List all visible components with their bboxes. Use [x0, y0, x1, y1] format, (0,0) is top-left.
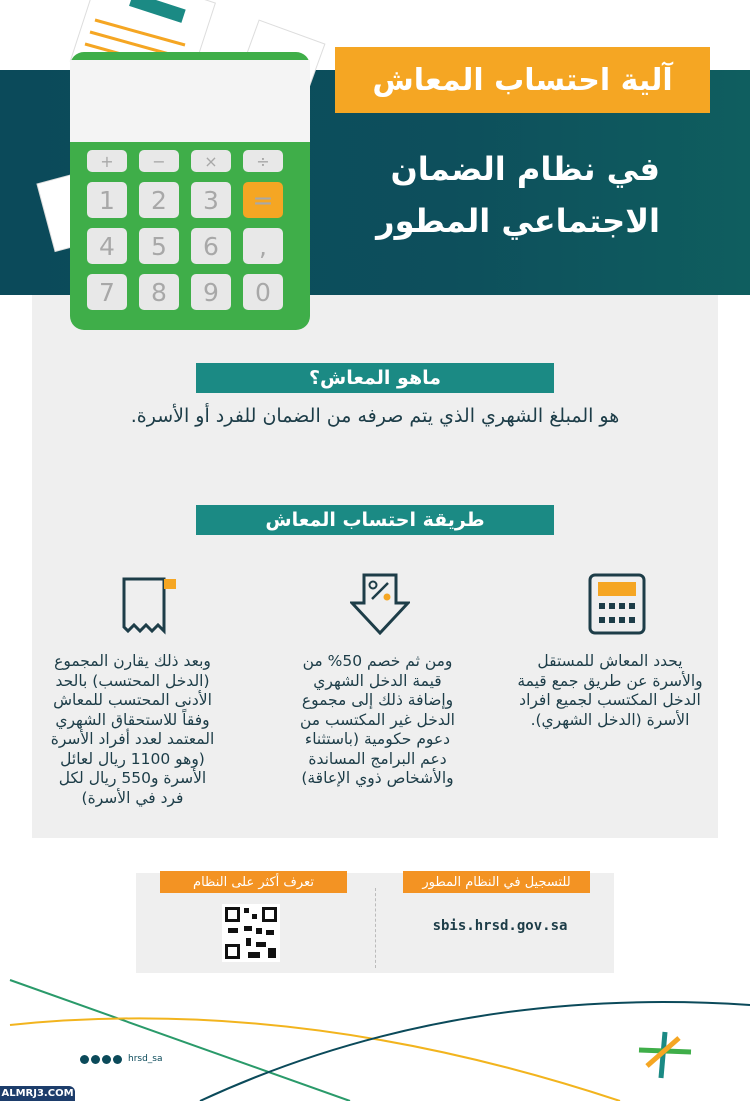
- calculator-key-label: ,: [259, 232, 267, 261]
- social-handle: hrsd_sa: [128, 1054, 163, 1064]
- watermark: ALMRJ3.COM: [1, 1088, 74, 1099]
- social-links: [80, 1054, 163, 1064]
- twitter-icon[interactable]: [80, 1055, 89, 1064]
- calculator-key-label: 4: [99, 232, 115, 261]
- subtitle-line1: في نظام الضمان: [390, 150, 660, 188]
- learn-more-label: تعرف أكثر على النظام: [160, 871, 347, 893]
- calculator-key-label: 2: [151, 186, 167, 215]
- calculator-illustration: [35, 0, 345, 335]
- calculator-key-label: ×: [204, 152, 218, 171]
- calculator-key-label: 7: [99, 278, 115, 307]
- section2-heading: طريقة احتساب المعاش: [196, 505, 554, 535]
- register-url-link[interactable]: sbis.hrsd.gov.sa: [432, 918, 568, 934]
- percent-down-arrow-icon: [350, 573, 410, 635]
- title-badge: آلية احتساب المعاش: [335, 47, 710, 113]
- calculator-key-label: 8: [151, 278, 167, 307]
- step-2-text: ومن ثم خصم 50% من قيمة الدخل الشهري وإضافة ذلك إلى مجموع الدخل غير المكتسب من دعوم حكومية (باستثناء دعم البرامج المساندة والأشخاص ذوي الإعاقة): [300, 652, 455, 787]
- pension-definition: هو المبلغ الشهري الذي يتم صرفه من الضمان للفرد أو الأسرة.: [130, 405, 620, 427]
- register-label: للتسجيل في النظام المطور: [403, 871, 590, 893]
- calculator-key-label: +: [100, 152, 114, 171]
- facebook-icon[interactable]: [102, 1055, 111, 1064]
- calculator-key-label: 6: [203, 232, 219, 261]
- receipt-icon: [120, 573, 180, 635]
- instagram-icon[interactable]: [113, 1055, 122, 1064]
- youtube-icon[interactable]: [91, 1055, 100, 1064]
- step-1-text: يحدد المعاش للمستقل والأسرة عن طريق جمع قيمة الدخل المكتسب لجميع افراد الأسرة (الدخل الشهري).: [517, 652, 703, 729]
- calculator-key-label: 0: [255, 278, 271, 307]
- subtitle-line2: الاجتماعي المطور: [376, 202, 660, 240]
- section1-heading: ماهو المعاش؟: [196, 363, 554, 393]
- calculator-key-label: 9: [203, 278, 219, 307]
- qr-code[interactable]: [222, 904, 280, 962]
- divider: [375, 888, 376, 968]
- calculator-key-label: ÷: [256, 152, 270, 171]
- calculator-key-label: −: [152, 152, 166, 171]
- calculator-key-label: 5: [151, 232, 167, 261]
- calculator-icon: [588, 573, 646, 635]
- calculator-key-label: 1: [99, 186, 115, 215]
- calculator-key-label: =: [252, 186, 274, 215]
- step-3-text: وبعد ذلك يقارن المجموع (الدخل المحتسب) بالحد الأدنى المحتسب للمعاش وفقاً للاستحقاق الشهري المعتمد لعدد أفراد الأسرة (وهو 1100 ريال لعائل الأسرة و550 ريال لكل فرد في الأسرة): [50, 652, 215, 807]
- calculator-key-label: 3: [203, 186, 219, 215]
- hrsd-logo: [635, 1030, 695, 1080]
